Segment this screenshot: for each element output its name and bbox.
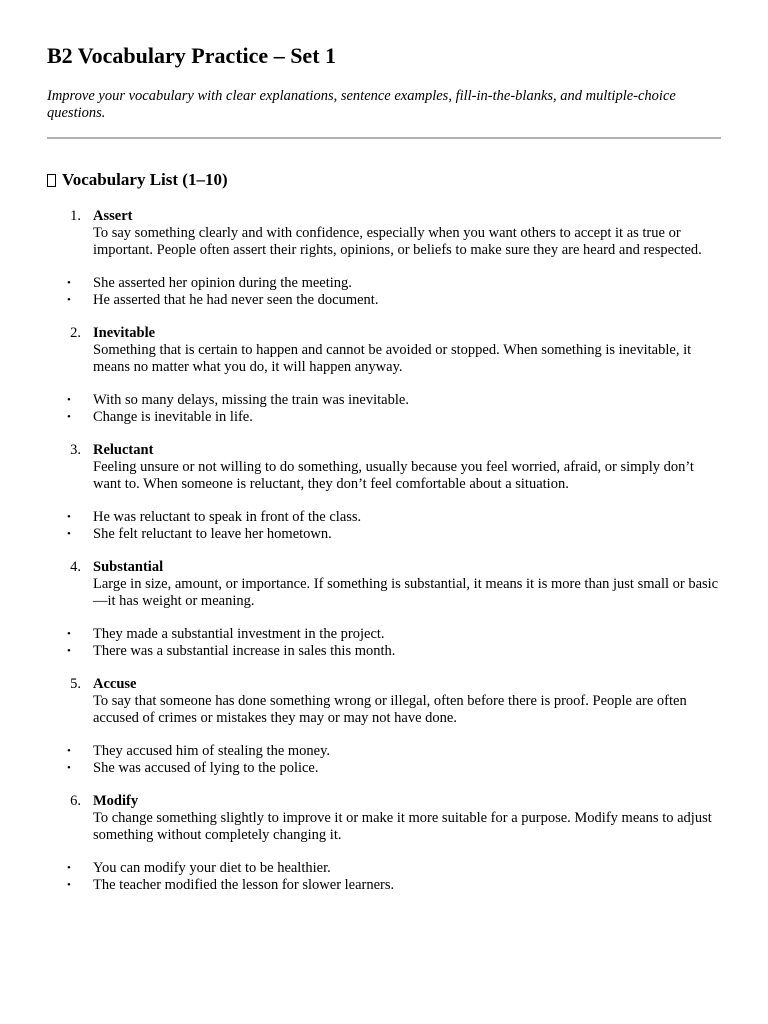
- bullet-icon: •: [67, 628, 71, 640]
- example-list: [47, 392, 721, 426]
- example-item: [47, 275, 721, 292]
- entry-head: [47, 325, 721, 376]
- example-item: [47, 743, 721, 760]
- entry-term: Assert: [93, 208, 133, 224]
- example-item: [47, 392, 721, 409]
- entry-head: [47, 676, 721, 727]
- intro-text: Improve your vocabulary with clear explanations, sentence examples, fill-in-the-blanks, and multiple-choice questions.: [47, 88, 676, 121]
- bullet-icon: •: [67, 645, 71, 657]
- example-text: She asserted her opinion during the meeting.: [93, 275, 352, 291]
- bullet-icon: •: [67, 411, 71, 423]
- divider: [47, 137, 721, 139]
- vocabulary-entry: [47, 208, 721, 309]
- entry-definition: To change something slightly to improve it or make it more suitable for a purpose. Modify means to adjust something without completely changing it.: [93, 810, 712, 843]
- bullet-icon: •: [67, 528, 71, 540]
- entry-number-cell: [47, 208, 93, 259]
- entry-term: Inevitable: [93, 325, 156, 341]
- vocabulary-entry: [47, 559, 721, 660]
- example-text: They made a substantial investment in the project.: [93, 626, 385, 642]
- example-item: [47, 526, 721, 543]
- section-heading-label: Vocabulary List (1–10): [62, 170, 228, 189]
- example-text: They accused him of stealing the money.: [93, 743, 331, 759]
- entry-definition: Feeling unsure or not willing to do something, usually because you feel worried, afraid, or simply don’t want to. When someone is reluctant, they don’t feel comfortable about a situation.: [93, 459, 694, 492]
- bullet-icon: •: [67, 277, 71, 289]
- entry-number-cell: [47, 559, 93, 610]
- box-icon: [47, 174, 56, 187]
- entry-number-cell: [47, 676, 93, 727]
- entry-number: 4.: [70, 559, 81, 575]
- example-text: He was reluctant to speak in front of the class.: [93, 509, 362, 525]
- entry-head: [47, 559, 721, 610]
- entry-number: 5.: [70, 676, 81, 692]
- entry-number-cell: [47, 793, 93, 844]
- vocabulary-entry: [47, 442, 721, 543]
- entry-number-cell: [47, 442, 93, 493]
- entry-body: [93, 793, 721, 844]
- example-item: [47, 626, 721, 643]
- entry-term: Reluctant: [93, 442, 154, 458]
- entry-number: 6.: [70, 793, 81, 809]
- example-item: [47, 760, 721, 777]
- example-text: She was accused of lying to the police.: [93, 760, 319, 776]
- example-item: [47, 877, 721, 894]
- example-list: [47, 626, 721, 660]
- entry-definition: To say something clearly and with confidence, especially when you want others to accept it as true or important. People often assert their rights, opinions, or beliefs to make sure they are heard and respected.: [93, 225, 702, 258]
- entry-term: Modify: [93, 793, 139, 809]
- bullet-icon: •: [67, 762, 71, 774]
- entry-number: 3.: [70, 442, 81, 458]
- example-text: There was a substantial increase in sales this month.: [93, 643, 396, 659]
- entry-term: Substantial: [93, 559, 164, 575]
- page-title: B2 Vocabulary Practice – Set 1: [47, 43, 337, 68]
- example-list: [47, 509, 721, 543]
- example-item: [47, 409, 721, 426]
- example-list: [47, 275, 721, 309]
- example-text: The teacher modified the lesson for slower learners.: [93, 877, 395, 893]
- entry-head: [47, 793, 721, 844]
- entry-definition: To say that someone has done something wrong or illegal, often before there is proof. People are often accused of crimes or mistakes they may or may not have done.: [93, 693, 687, 726]
- vocabulary-entry: [47, 793, 721, 894]
- section-heading: [47, 169, 721, 191]
- entry-head: [47, 208, 721, 259]
- vocabulary-entry: [47, 676, 721, 777]
- entry-head: [47, 442, 721, 493]
- entry-body: [93, 208, 721, 259]
- bullet-icon: •: [67, 394, 71, 406]
- entry-body: [93, 676, 721, 727]
- entry-number: 1.: [70, 208, 81, 224]
- example-text: With so many delays, missing the train was inevitable.: [93, 392, 409, 408]
- entry-body: [93, 559, 721, 610]
- example-text: She felt reluctant to leave her hometown.: [93, 526, 332, 542]
- entry-body: [93, 442, 721, 493]
- bullet-icon: •: [67, 511, 71, 523]
- example-text: You can modify your diet to be healthier.: [93, 860, 331, 876]
- example-list: [47, 743, 721, 777]
- entry-definition: Large in size, amount, or importance. If something is substantial, it means it is more than just small or basic—it has weight or meaning.: [93, 576, 719, 609]
- example-list: [47, 860, 721, 894]
- example-text: He asserted that he had never seen the document.: [93, 292, 379, 308]
- example-item: [47, 860, 721, 877]
- example-item: [47, 643, 721, 660]
- bullet-icon: •: [67, 294, 71, 306]
- example-item: [47, 509, 721, 526]
- entry-body: [93, 325, 721, 376]
- vocabulary-list: [47, 208, 721, 894]
- entry-definition: Something that is certain to happen and cannot be avoided or stopped. When something is inevitable, it means no matter what you do, it will happen anyway.: [93, 342, 692, 375]
- entry-term: Accuse: [93, 676, 137, 692]
- bullet-icon: •: [67, 745, 71, 757]
- entry-number: 2.: [70, 325, 81, 341]
- vocabulary-entry: [47, 325, 721, 426]
- example-text: Change is inevitable in life.: [93, 409, 253, 425]
- bullet-icon: •: [67, 862, 71, 874]
- example-item: [47, 292, 721, 309]
- entry-number-cell: [47, 325, 93, 376]
- bullet-icon: •: [67, 879, 71, 891]
